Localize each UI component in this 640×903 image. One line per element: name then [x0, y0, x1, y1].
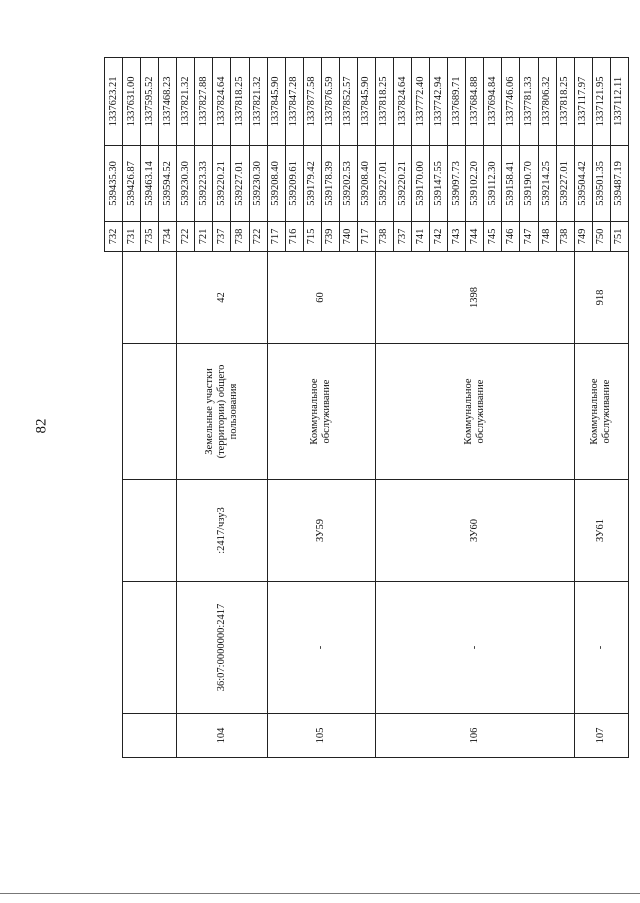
y-coordinate-cell: 1337824.64 — [213, 57, 231, 145]
row-number-cell: 104 — [177, 714, 267, 758]
parcel-designation-cell — [123, 480, 177, 582]
x-coordinate-cell: 539501.35 — [592, 145, 610, 221]
x-coordinate-cell: 539227.01 — [375, 145, 393, 221]
point-number-cell: 716 — [285, 221, 303, 251]
y-coordinate-cell: 1337623.21 — [105, 57, 123, 145]
x-coordinate-cell: 539463.14 — [141, 145, 159, 221]
x-coordinate-cell: 539227.01 — [231, 145, 249, 221]
parcel-designation-cell: ЗУ59 — [267, 480, 375, 582]
y-coordinate-cell: 1337684.88 — [466, 57, 484, 145]
point-number-cell: 749 — [574, 221, 592, 251]
x-coordinate-cell: 539223.33 — [195, 145, 213, 221]
land-use-cell: Земельные участки (территории) общего пользования — [177, 344, 267, 480]
point-number-cell: 739 — [321, 221, 339, 251]
cadastral-number-cell: - — [574, 582, 628, 714]
land-use-cell: Коммунальное обслуживание — [375, 344, 574, 480]
point-number-cell: 737 — [394, 221, 412, 251]
point-number-cell: 732 — [105, 221, 123, 251]
y-coordinate-cell: 1337689.71 — [448, 57, 466, 145]
coordinates-table-wrapper — [104, 58, 629, 758]
cadastral-number-cell: - — [267, 582, 375, 714]
x-coordinate-cell: 539220.21 — [394, 145, 412, 221]
x-coordinate-cell: 539170.00 — [412, 145, 430, 221]
y-coordinate-cell: 1337876.59 — [321, 57, 339, 145]
point-number-cell: 722 — [249, 221, 267, 251]
point-number-cell: 742 — [430, 221, 448, 251]
y-coordinate-cell: 1337852.57 — [339, 57, 357, 145]
x-coordinate-cell: 539504.42 — [574, 145, 592, 221]
continuation-cell — [105, 251, 123, 757]
x-coordinate-cell: 539190.70 — [520, 145, 538, 221]
point-number-cell: 722 — [177, 221, 195, 251]
x-coordinate-cell: 539487.19 — [610, 145, 628, 221]
area-cell: 1398 — [375, 251, 574, 343]
parcel-designation-cell: ЗУ60 — [375, 480, 574, 582]
row-number-cell — [123, 714, 177, 758]
y-coordinate-cell: 1337818.25 — [556, 57, 574, 145]
x-coordinate-cell: 539426.87 — [123, 145, 141, 221]
land-use-cell: Коммунальное обслуживание — [267, 344, 375, 480]
y-coordinate-cell: 1337821.32 — [249, 57, 267, 145]
cadastral-number-cell: 36:07:0000000:2417 — [177, 582, 267, 714]
point-number-cell: 735 — [141, 221, 159, 251]
x-coordinate-cell: 539435.30 — [105, 145, 123, 221]
x-coordinate-cell: 539208.40 — [357, 145, 375, 221]
point-number-cell: 738 — [375, 221, 393, 251]
y-coordinate-cell: 1337845.90 — [357, 57, 375, 145]
point-number-cell: 748 — [538, 221, 556, 251]
coordinates-table-rotated — [104, 58, 629, 758]
y-coordinate-cell: 1337824.64 — [394, 57, 412, 145]
point-number-cell: 747 — [520, 221, 538, 251]
point-number-cell: 745 — [484, 221, 502, 251]
table-row — [177, 57, 195, 757]
y-coordinate-cell: 1337806.32 — [538, 57, 556, 145]
cadastral-number-cell — [123, 582, 177, 714]
x-coordinate-cell: 539230.30 — [249, 145, 267, 221]
point-number-cell: 743 — [448, 221, 466, 251]
x-coordinate-cell: 539230.30 — [177, 145, 195, 221]
point-number-cell: 744 — [466, 221, 484, 251]
cadastral-number-cell: - — [375, 582, 574, 714]
row-number-cell: 107 — [574, 714, 628, 758]
y-coordinate-cell: 1337877.58 — [303, 57, 321, 145]
coordinates-table — [104, 57, 629, 758]
point-number-cell: 738 — [556, 221, 574, 251]
footer-rule — [0, 893, 640, 894]
y-coordinate-cell: 1337781.33 — [520, 57, 538, 145]
x-coordinate-cell: 539102.20 — [466, 145, 484, 221]
point-number-cell: 740 — [339, 221, 357, 251]
land-use-cell — [123, 344, 177, 480]
x-coordinate-cell: 539202.53 — [339, 145, 357, 221]
point-number-cell: 717 — [357, 221, 375, 251]
point-number-cell: 715 — [303, 221, 321, 251]
x-coordinate-cell: 539220.21 — [213, 145, 231, 221]
x-coordinate-cell: 539178.39 — [321, 145, 339, 221]
table-body — [105, 57, 629, 757]
y-coordinate-cell: 1337772.40 — [412, 57, 430, 145]
point-number-cell: 717 — [267, 221, 285, 251]
point-number-cell: 734 — [159, 221, 177, 251]
y-coordinate-cell: 1337117.97 — [574, 57, 592, 145]
point-number-cell: 746 — [502, 221, 520, 251]
x-coordinate-cell: 539227.01 — [556, 145, 574, 221]
point-number-cell: 731 — [123, 221, 141, 251]
parcel-designation-cell: :2417/чзу3 — [177, 480, 267, 582]
x-coordinate-cell: 539209.61 — [285, 145, 303, 221]
y-coordinate-cell: 1337845.90 — [267, 57, 285, 145]
point-number-cell: 741 — [412, 221, 430, 251]
point-number-cell: 750 — [592, 221, 610, 251]
table-row — [375, 57, 393, 757]
point-number-cell: 737 — [213, 221, 231, 251]
y-coordinate-cell: 1337847.28 — [285, 57, 303, 145]
x-coordinate-cell: 539158.41 — [502, 145, 520, 221]
x-coordinate-cell: 539097.73 — [448, 145, 466, 221]
land-use-cell: Коммунальное обслуживание — [574, 344, 628, 480]
x-coordinate-cell: 539214.25 — [538, 145, 556, 221]
x-coordinate-cell: 539179.42 — [303, 145, 321, 221]
table-row — [574, 57, 592, 757]
x-coordinate-cell: 539208.40 — [267, 145, 285, 221]
y-coordinate-cell: 1337631.00 — [123, 57, 141, 145]
y-coordinate-cell: 1337112.11 — [610, 57, 628, 145]
area-cell — [123, 251, 177, 343]
parcel-designation-cell: ЗУ61 — [574, 480, 628, 582]
table-row — [267, 57, 285, 757]
area-cell: 918 — [574, 251, 628, 343]
y-coordinate-cell: 1337827.88 — [195, 57, 213, 145]
y-coordinate-cell: 1337595.52 — [141, 57, 159, 145]
area-cell: 60 — [267, 251, 375, 343]
y-coordinate-cell: 1337742.94 — [430, 57, 448, 145]
y-coordinate-cell: 1337818.25 — [375, 57, 393, 145]
area-cell: 42 — [177, 251, 267, 343]
y-coordinate-cell: 1337121.95 — [592, 57, 610, 145]
y-coordinate-cell: 1337468.23 — [159, 57, 177, 145]
y-coordinate-cell: 1337818.25 — [231, 57, 249, 145]
row-number-cell: 106 — [375, 714, 574, 758]
x-coordinate-cell: 539147.55 — [430, 145, 448, 221]
x-coordinate-cell: 539112.30 — [484, 145, 502, 221]
row-number-cell: 105 — [267, 714, 375, 758]
point-number-cell: 751 — [610, 221, 628, 251]
point-number-cell: 738 — [231, 221, 249, 251]
y-coordinate-cell: 1337694.84 — [484, 57, 502, 145]
page-number: 82 — [33, 418, 50, 434]
table-row — [123, 57, 141, 757]
y-coordinate-cell: 1337821.32 — [177, 57, 195, 145]
table-row — [105, 57, 123, 757]
y-coordinate-cell: 1337746.06 — [502, 57, 520, 145]
point-number-cell: 721 — [195, 221, 213, 251]
x-coordinate-cell: 539594.52 — [159, 145, 177, 221]
